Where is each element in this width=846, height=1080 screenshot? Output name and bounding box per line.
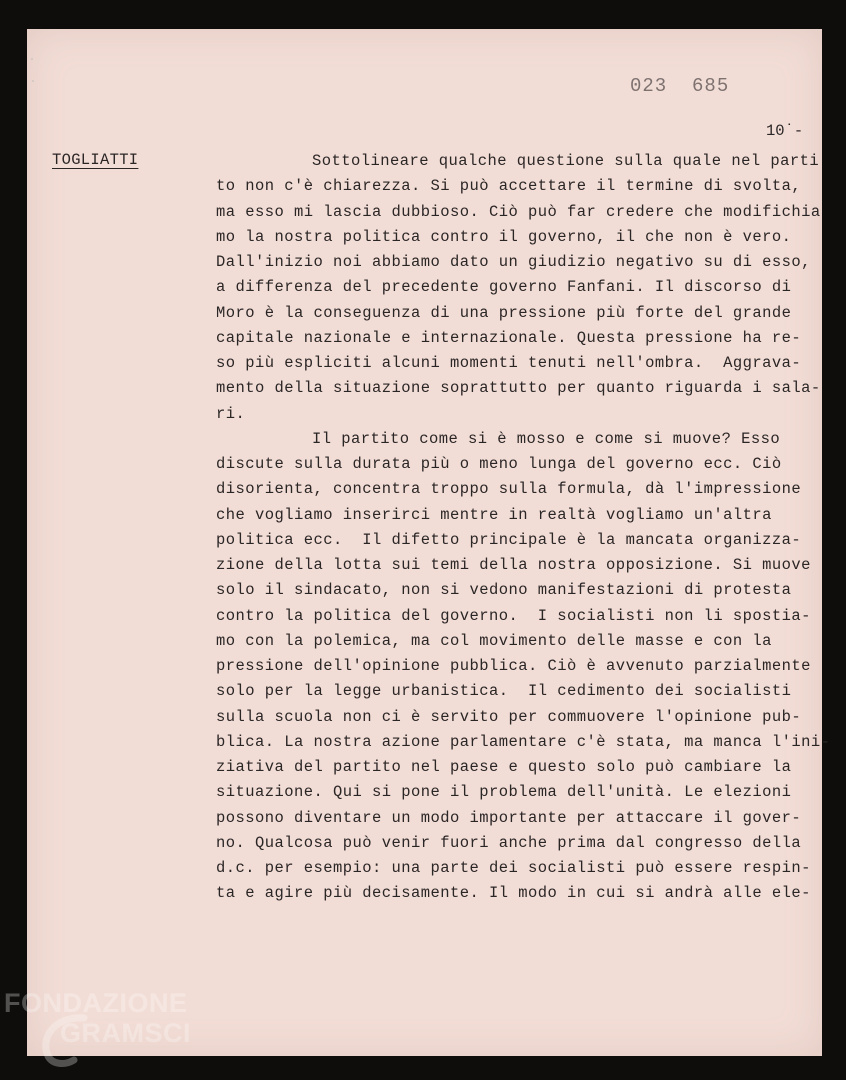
text-line: d.c. per esempio: una parte dei socialisti può essere respin- [216,859,811,877]
text-line: situazione. Qui si pone il problema dell'unità. Le elezioni [216,783,792,802]
text-line: no. Qualcosa può venir fuori anche prima dal congresso della [216,833,802,852]
text-line: Sottolineare qualche questione sulla quale nel parti [312,152,820,170]
text-line: mo la nostra politica contro il governo, il che non è vero. [216,227,792,246]
text-line: Dall'inizio noi abbiamo dato un giudizio negativo su di esso, [216,253,811,271]
text-line: so più espliciti alcuni momenti tenuti nell'ombra. Aggrava- [216,354,802,372]
text-line: sulla scuola non ci è servito per commuovere l'opinione pub- [216,707,802,726]
text-line: Moro è la conseguenza di una pressione più forte del grande [216,303,792,322]
fondazione-gramsci-watermark [4,988,214,1068]
text-line: politica ecc. Il difetto principale è la mancata organizza- [216,530,802,549]
text-line: zione della lotta sui temi della nostra opposizione. Si muove [216,556,811,574]
text-line: ziativa del partito nel paese e questo solo può cambiare la [216,758,792,776]
speaker-name: TOGLIATTI [52,151,139,169]
text-line: ri. [216,404,246,423]
text-line: mento della situazione soprattutto per quanto riguarda i sala- [216,379,821,398]
text-line: possono diventare un modo importante per attaccare il gover- [216,808,802,827]
text-line: a differenza del precedente governo Fanfani. Il discorso di [216,278,792,297]
typed-text-body [216,151,831,909]
text-line: ma esso mi lascia dubbioso. Ciò può far credere che modifichia [216,202,821,221]
text-line: che vogliamo inserirci mentre in realtà vogliamo un'altra [216,505,772,524]
text-line: discute sulla durata più o meno lunga del governo ecc. Ciò [216,455,782,473]
text-line: mo con la polemica, ma col movimento delle masse e con la [216,631,772,650]
text-line: pressione dell'opinione pubblica. Ciò è avvenuto parzialmente [216,657,811,675]
watermark-line-2: GRAMSCI [60,1018,191,1048]
scan-speck [32,80,34,82]
text-line: contro la politica del governo. I socialisti non li spostia- [216,606,811,625]
text-line: ta e agire più decisamente. Il modo in cui si andrà alle ele- [216,884,811,903]
archive-number-stamp: 023 685 [630,75,730,97]
page-number: 10˙- [766,122,804,140]
watermark-line-1: FONDAZIONE [4,988,188,1018]
text-line: solo per la legge urbanistica. Il cedimento dei socialisti [216,682,792,701]
text-line: solo il sindacato, non si vedono manifestazioni di protesta [216,581,792,600]
text-line: disorienta, concentra troppo sulla formula, dà l'impressione [216,480,802,499]
text-line: to non c'è chiarezza. Si può accettare il termine di svolta, [216,177,802,196]
scan-speck [31,58,33,60]
text-line: blica. La nostra azione parlamentare c'è stata, ma manca l'ini- [216,732,831,751]
text-line: capitale nazionale e internazionale. Questa pressione ha re- [216,328,802,347]
text-line: Il partito come si è mosso e come si muove? Esso [312,429,781,448]
